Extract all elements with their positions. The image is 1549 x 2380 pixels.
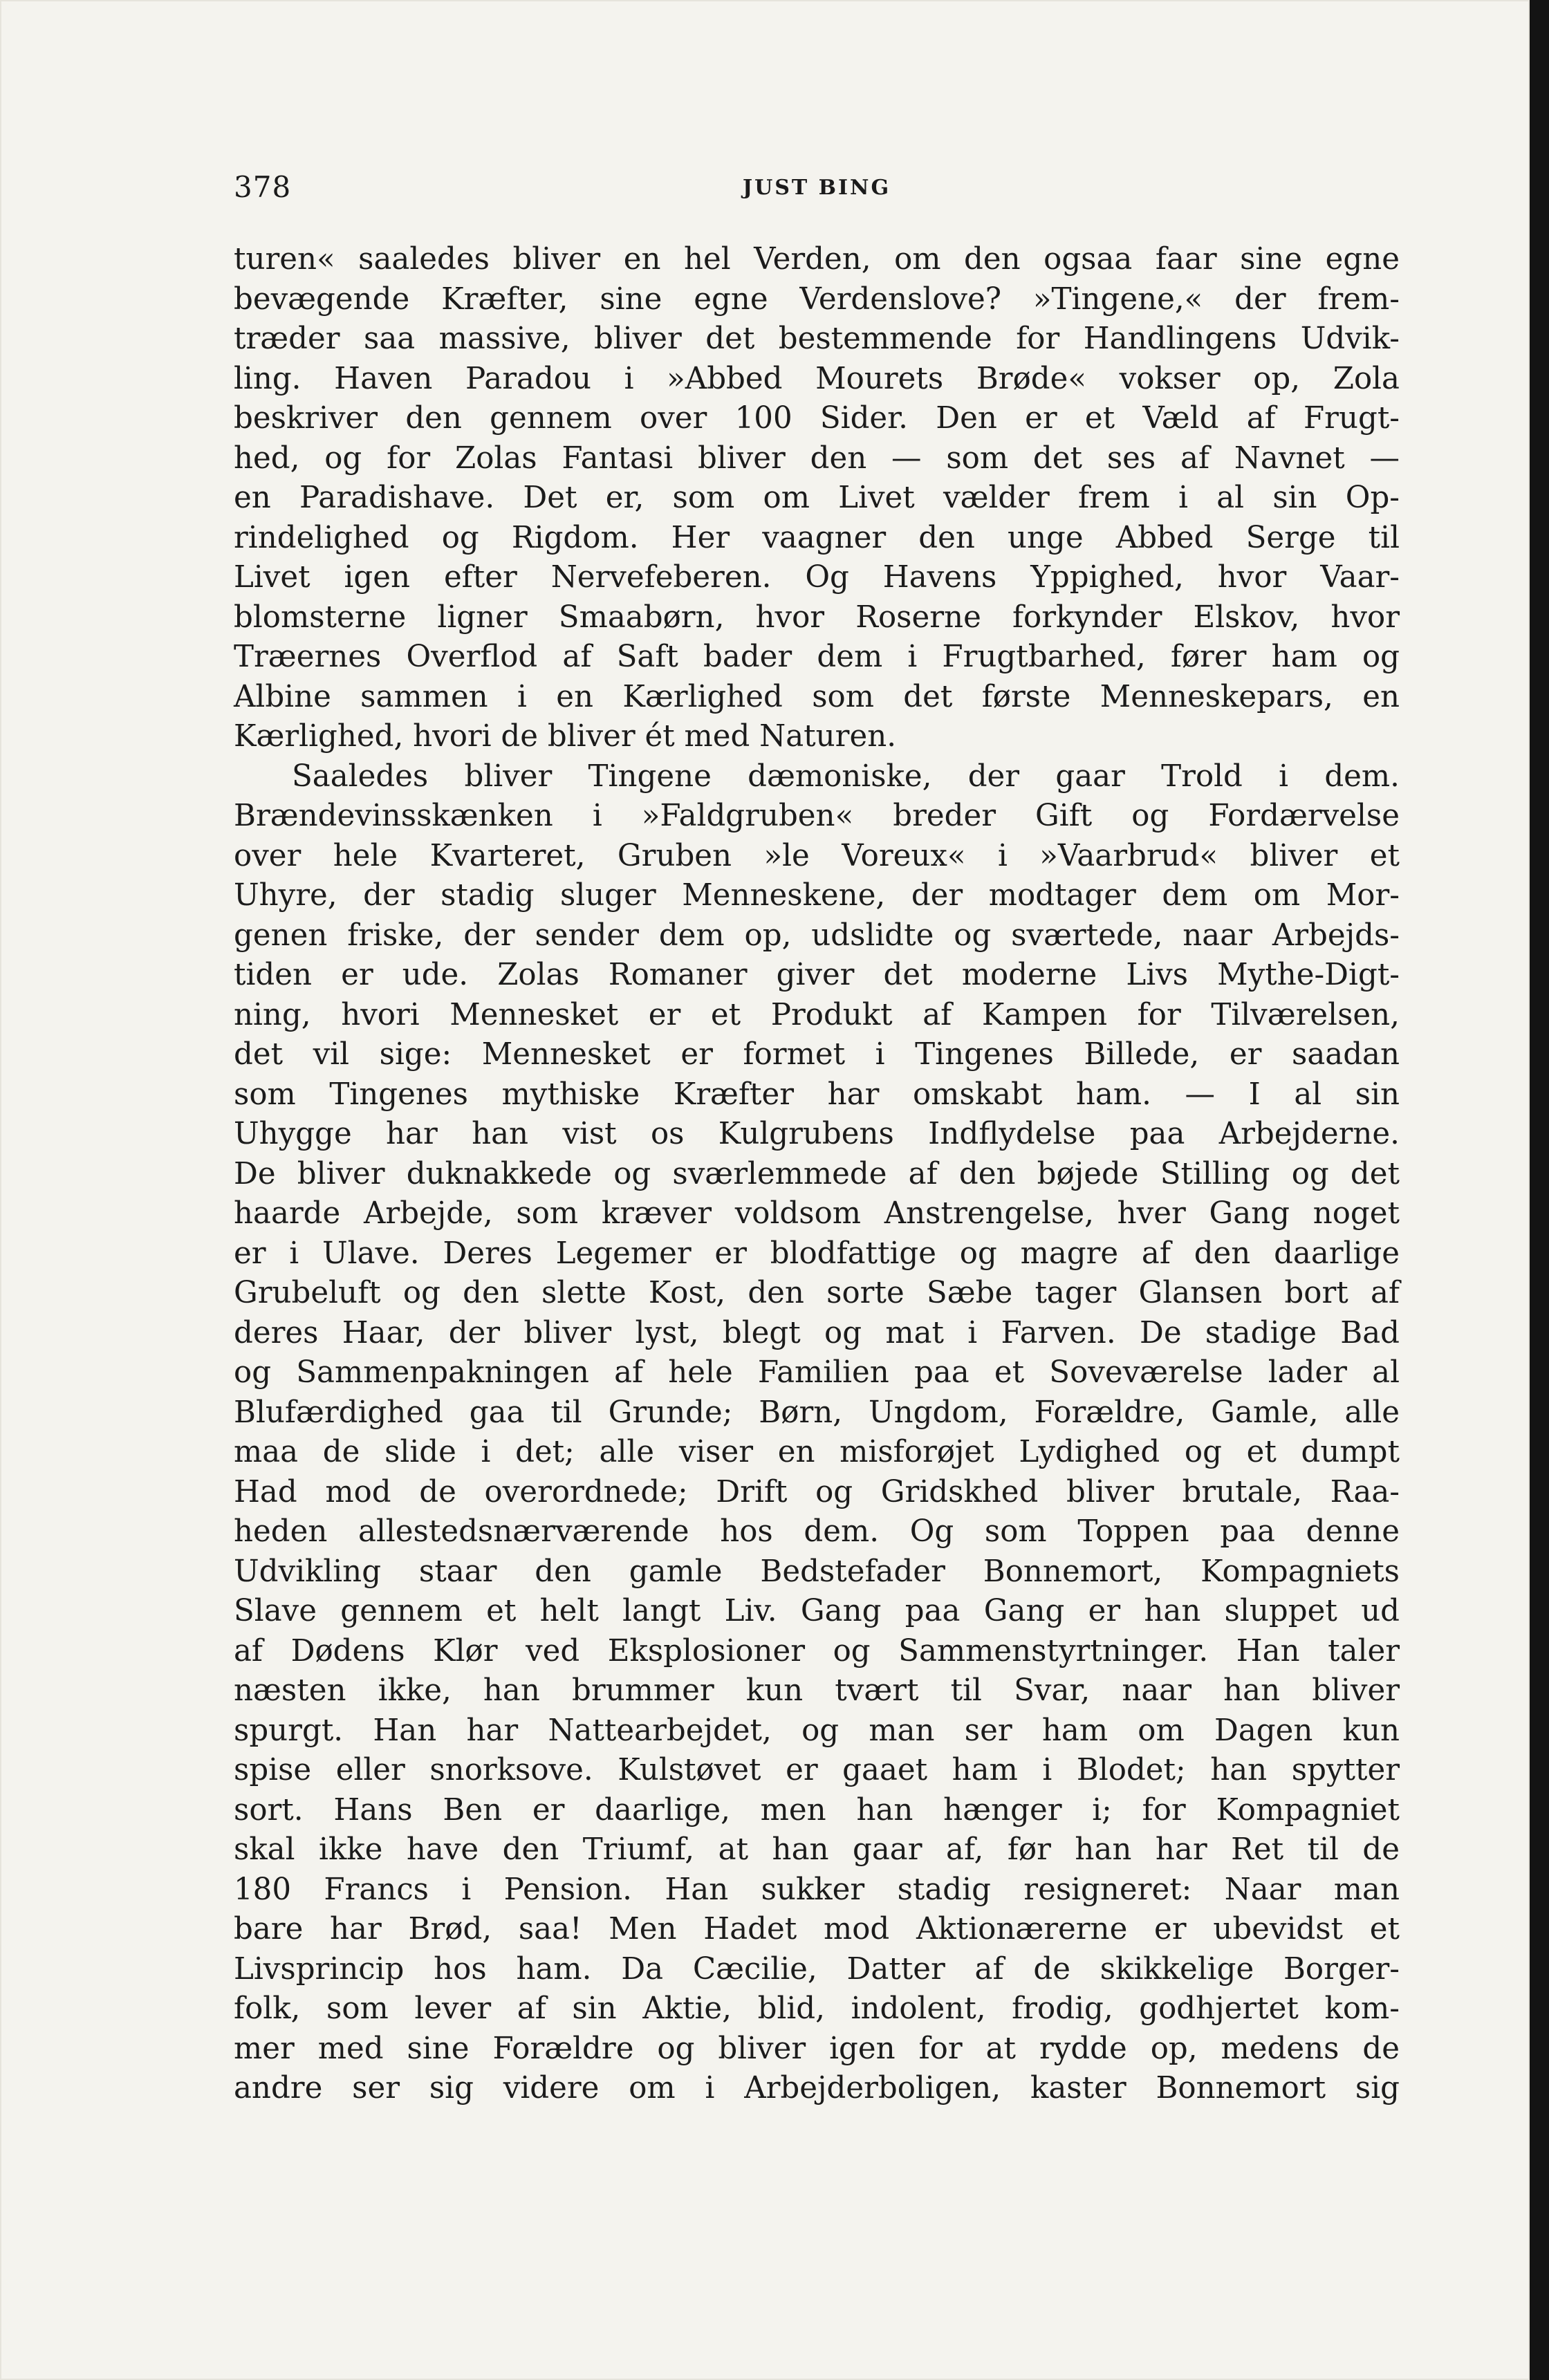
text-line: ning, hvori Mennesket er et Produkt af Kampen for Tilværelsen, <box>234 997 1400 1032</box>
text-line: Kærlighed, hvori de bliver ét med Naturen. <box>234 719 897 754</box>
text-line: Had mod de overordnede; Drift og Gridskhed bliver brutale, Raa- <box>234 1474 1400 1509</box>
text-line: Slave gennem et helt langt Liv. Gang paa Gang er han sluppet ud <box>234 1594 1400 1628</box>
text-line: Uhyre, der stadig sluger Menneskene, der modtager dem om Mor- <box>234 878 1400 913</box>
text-line: beskriver den gennem over 100 Sider. Den er et Væld af Frugt- <box>234 401 1400 436</box>
text-line: Træernes Overflod af Saft bader dem i Frugtbarhed, fører ham og <box>234 640 1400 674</box>
text-line: tiden er ude. Zolas Romaner giver det moderne Livs Mythe-Digt- <box>234 958 1400 992</box>
text-line: træder saa massive, bliver det bestemmende for Handlingens Udvik- <box>234 322 1400 356</box>
text-line: næsten ikke, han brummer kun tvært til Svar, naar han bliver <box>234 1673 1400 1708</box>
text-line: haarde Arbejde, som kræver voldsom Anstrengelse, hver Gang noget <box>234 1196 1400 1231</box>
text-line: hed, og for Zolas Fantasi bliver den — som det ses af Navnet — <box>234 440 1400 476</box>
text-line: deres Haar, der bliver lyst, blegt og mat i Farven. De stadige Bad <box>234 1315 1400 1350</box>
text-line: spurgt. Han har Nattearbejdet, og man ser ham om Dagen kun <box>234 1713 1400 1748</box>
text-line: rindelighed og Rigdom. Her vaagner den unge Abbed Serge til <box>234 520 1400 555</box>
text-line: De bliver duknakkede og sværlemmede af den bøjede Stilling og det <box>234 1156 1400 1191</box>
text-line: spise eller snorksove. Kulstøvet er gaaet ham i Blodet; han spytter <box>234 1753 1400 1787</box>
text-line: sort. Hans Ben er daarlige, men han hænger i; for Kompagniet <box>234 1792 1400 1828</box>
text-line: maa de slide i det; alle viser en misforøjet Lydighed og et dumpt <box>234 1435 1400 1469</box>
text-line: og Sammenpakningen af hele Familien paa et Soveværelse lader al <box>234 1355 1400 1390</box>
text-line: er i Ulave. Deres Legemer er blodfattige og magre af den daarlige <box>234 1236 1400 1271</box>
text-line: heden allestedsnærværende hos dem. Og som Toppen paa denne <box>234 1514 1400 1549</box>
text-line: genen friske, der sender dem op, udslidte og sværtede, naar Arbejds- <box>234 918 1400 953</box>
body-text <box>234 240 1400 2109</box>
text-line: turen« saaledes bliver en hel Verden, om den ogsaa faar sine egne <box>234 242 1400 277</box>
text-line: ling. Haven Paradou i »Abbed Mourets Brøde« vokser op, Zola <box>234 361 1400 396</box>
text-line: Grubeluft og den slette Kost, den sorte Sæbe tager Glansen bort af <box>234 1276 1400 1310</box>
text-line: Blufærdighed gaa til Grunde; Børn, Ungdom, Forældre, Gamle, alle <box>234 1395 1400 1430</box>
text-line: Uhygge har han vist os Kulgrubens Indflydelse paa Arbejderne. <box>234 1117 1400 1151</box>
page-header <box>234 170 1400 212</box>
text-line: skal ikke have den Triumf, at han gaar af, før han har Ret til de <box>234 1832 1400 1867</box>
text-line: andre ser sig videre om i Arbejderboligen, kaster Bonnemort sig <box>234 2071 1400 2105</box>
text-line: Saaledes bliver Tingene dæmoniske, der gaar Trold i dem. <box>292 759 1400 794</box>
text-line: en Paradishave. Det er, som om Livet vælder frem i al sin Op- <box>234 481 1400 515</box>
paragraph <box>234 757 1400 2109</box>
text-line: Udvikling staar den gamle Bedstefader Bonnemort, Kompagniets <box>234 1554 1400 1589</box>
running-head: JUST BING <box>742 176 891 200</box>
text-line: af Dødens Klør ved Eksplosioner og Sammenstyrtninger. Han taler <box>234 1633 1400 1668</box>
text-line: over hele Kvarteret, Gruben »le Voreux« i »Vaarbrud« bliver et <box>234 838 1400 873</box>
text-line: Livsprincip hos ham. Da Cæcilie, Datter af de skikkelige Borger- <box>234 1951 1400 1987</box>
text-line: blomsterne ligner Smaabørn, hvor Roserne forkynder Elskov, hvor <box>234 599 1400 635</box>
scan-edge <box>1530 0 1549 2380</box>
page-number: 378 <box>234 170 292 204</box>
text-line: som Tingenes mythiske Kræfter har omskabt ham. — I al sin <box>234 1077 1400 1112</box>
text-line: Albine sammen i en Kærlighed som det første Menneskepars, en <box>234 679 1400 714</box>
text-line: Livet igen efter Nervefeberen. Og Havens Yppighed, hvor Vaar- <box>234 560 1400 595</box>
text-line: 180 Francs i Pension. Han sukker stadig resigneret: Naar man <box>234 1872 1400 1907</box>
text-line: mer med sine Forældre og bliver igen for at rydde op, medens de <box>234 2031 1400 2066</box>
text-line: det vil sige: Mennesket er formet i Tingenes Billede, er saadan <box>234 1037 1400 1072</box>
text-line: folk, som lever af sin Aktie, blid, indolent, frodig, godhjertet kom- <box>234 1991 1400 2026</box>
text-line: bevægende Kræfter, sine egne Verdenslove? »Tingene,« der frem- <box>234 281 1400 317</box>
paragraph <box>234 240 1400 757</box>
text-line: Brændevinsskænken i »Faldgruben« breder Gift og Fordærvelse <box>234 799 1400 833</box>
text-line: bare har Brød, saa! Men Hadet mod Aktionærerne er ubevidst et <box>234 1912 1400 1946</box>
